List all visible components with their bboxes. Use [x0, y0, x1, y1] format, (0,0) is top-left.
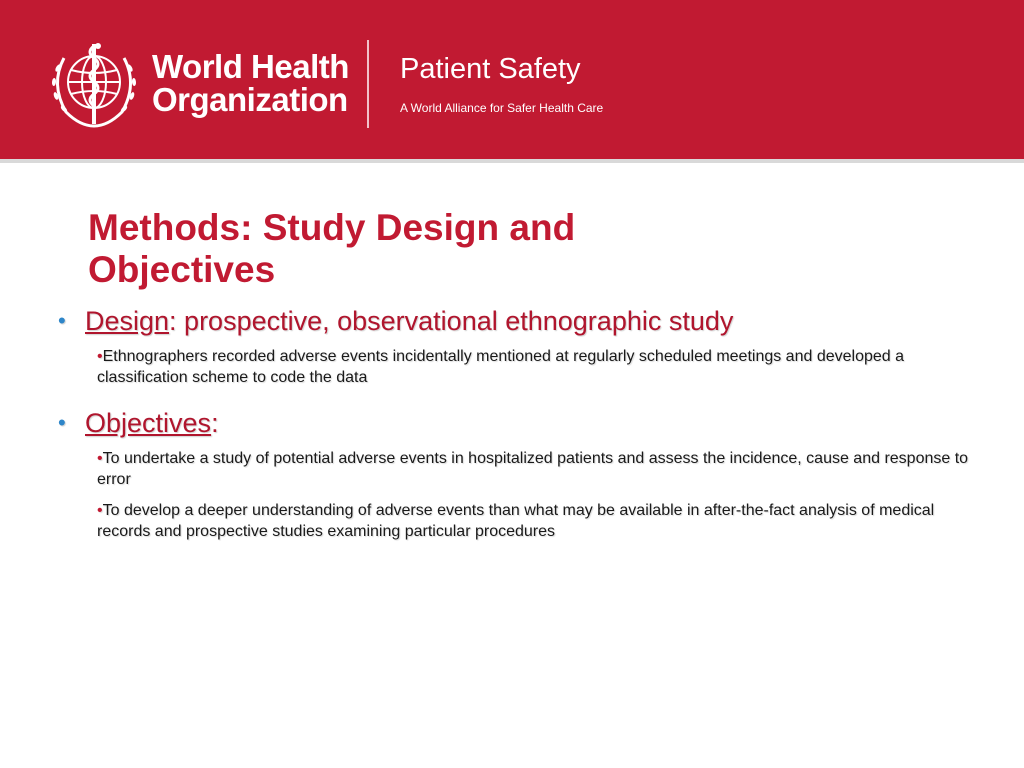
bullet-text: :	[211, 408, 219, 438]
slide-title: Methods: Study Design and Objectives	[88, 207, 576, 290]
bullet-dot-icon: •	[58, 308, 66, 333]
sub-bullet-dot-icon: •	[97, 348, 103, 365]
sub-bullet-dot-icon: •	[97, 450, 103, 467]
org-name	[152, 50, 349, 116]
sub-bullet-text: Ethnographers recorded adverse events incidentally mentioned at regularly scheduled meetings and developed a classification scheme to code the data	[97, 348, 905, 386]
bullet-term: Design	[85, 306, 170, 336]
bullet-objectives	[58, 406, 988, 440]
bullet-term: Objectives	[85, 408, 212, 438]
org-name-line1: World Health	[152, 48, 349, 85]
org-name-line2: Organization	[152, 81, 348, 118]
bullet-text: : prospective, observational ethnographic study	[169, 306, 734, 336]
sub-bullet	[97, 346, 988, 388]
header-banner	[0, 0, 1024, 159]
program-title: Patient Safety	[400, 53, 581, 85]
sub-bullet	[97, 500, 988, 542]
sub-bullet-dot-icon: •	[97, 502, 103, 519]
sub-bullet	[97, 448, 988, 490]
slide-content	[58, 304, 988, 542]
sub-bullet-text: To develop a deeper understanding of adverse events than what may be available in after-the-fact analysis of medical records and prospective studies examining particular procedures	[97, 502, 935, 540]
header-divider	[367, 40, 369, 128]
who-emblem-icon	[44, 38, 144, 130]
bullet-dot-icon: •	[58, 410, 66, 435]
bullet-design	[58, 304, 988, 338]
program-subtitle: A World Alliance for Safer Health Care	[400, 101, 604, 115]
header-rule	[0, 159, 1024, 163]
sub-bullet-text: To undertake a study of potential adverse events in hospitalized patients and assess the incidence, cause and response to error	[97, 450, 969, 488]
